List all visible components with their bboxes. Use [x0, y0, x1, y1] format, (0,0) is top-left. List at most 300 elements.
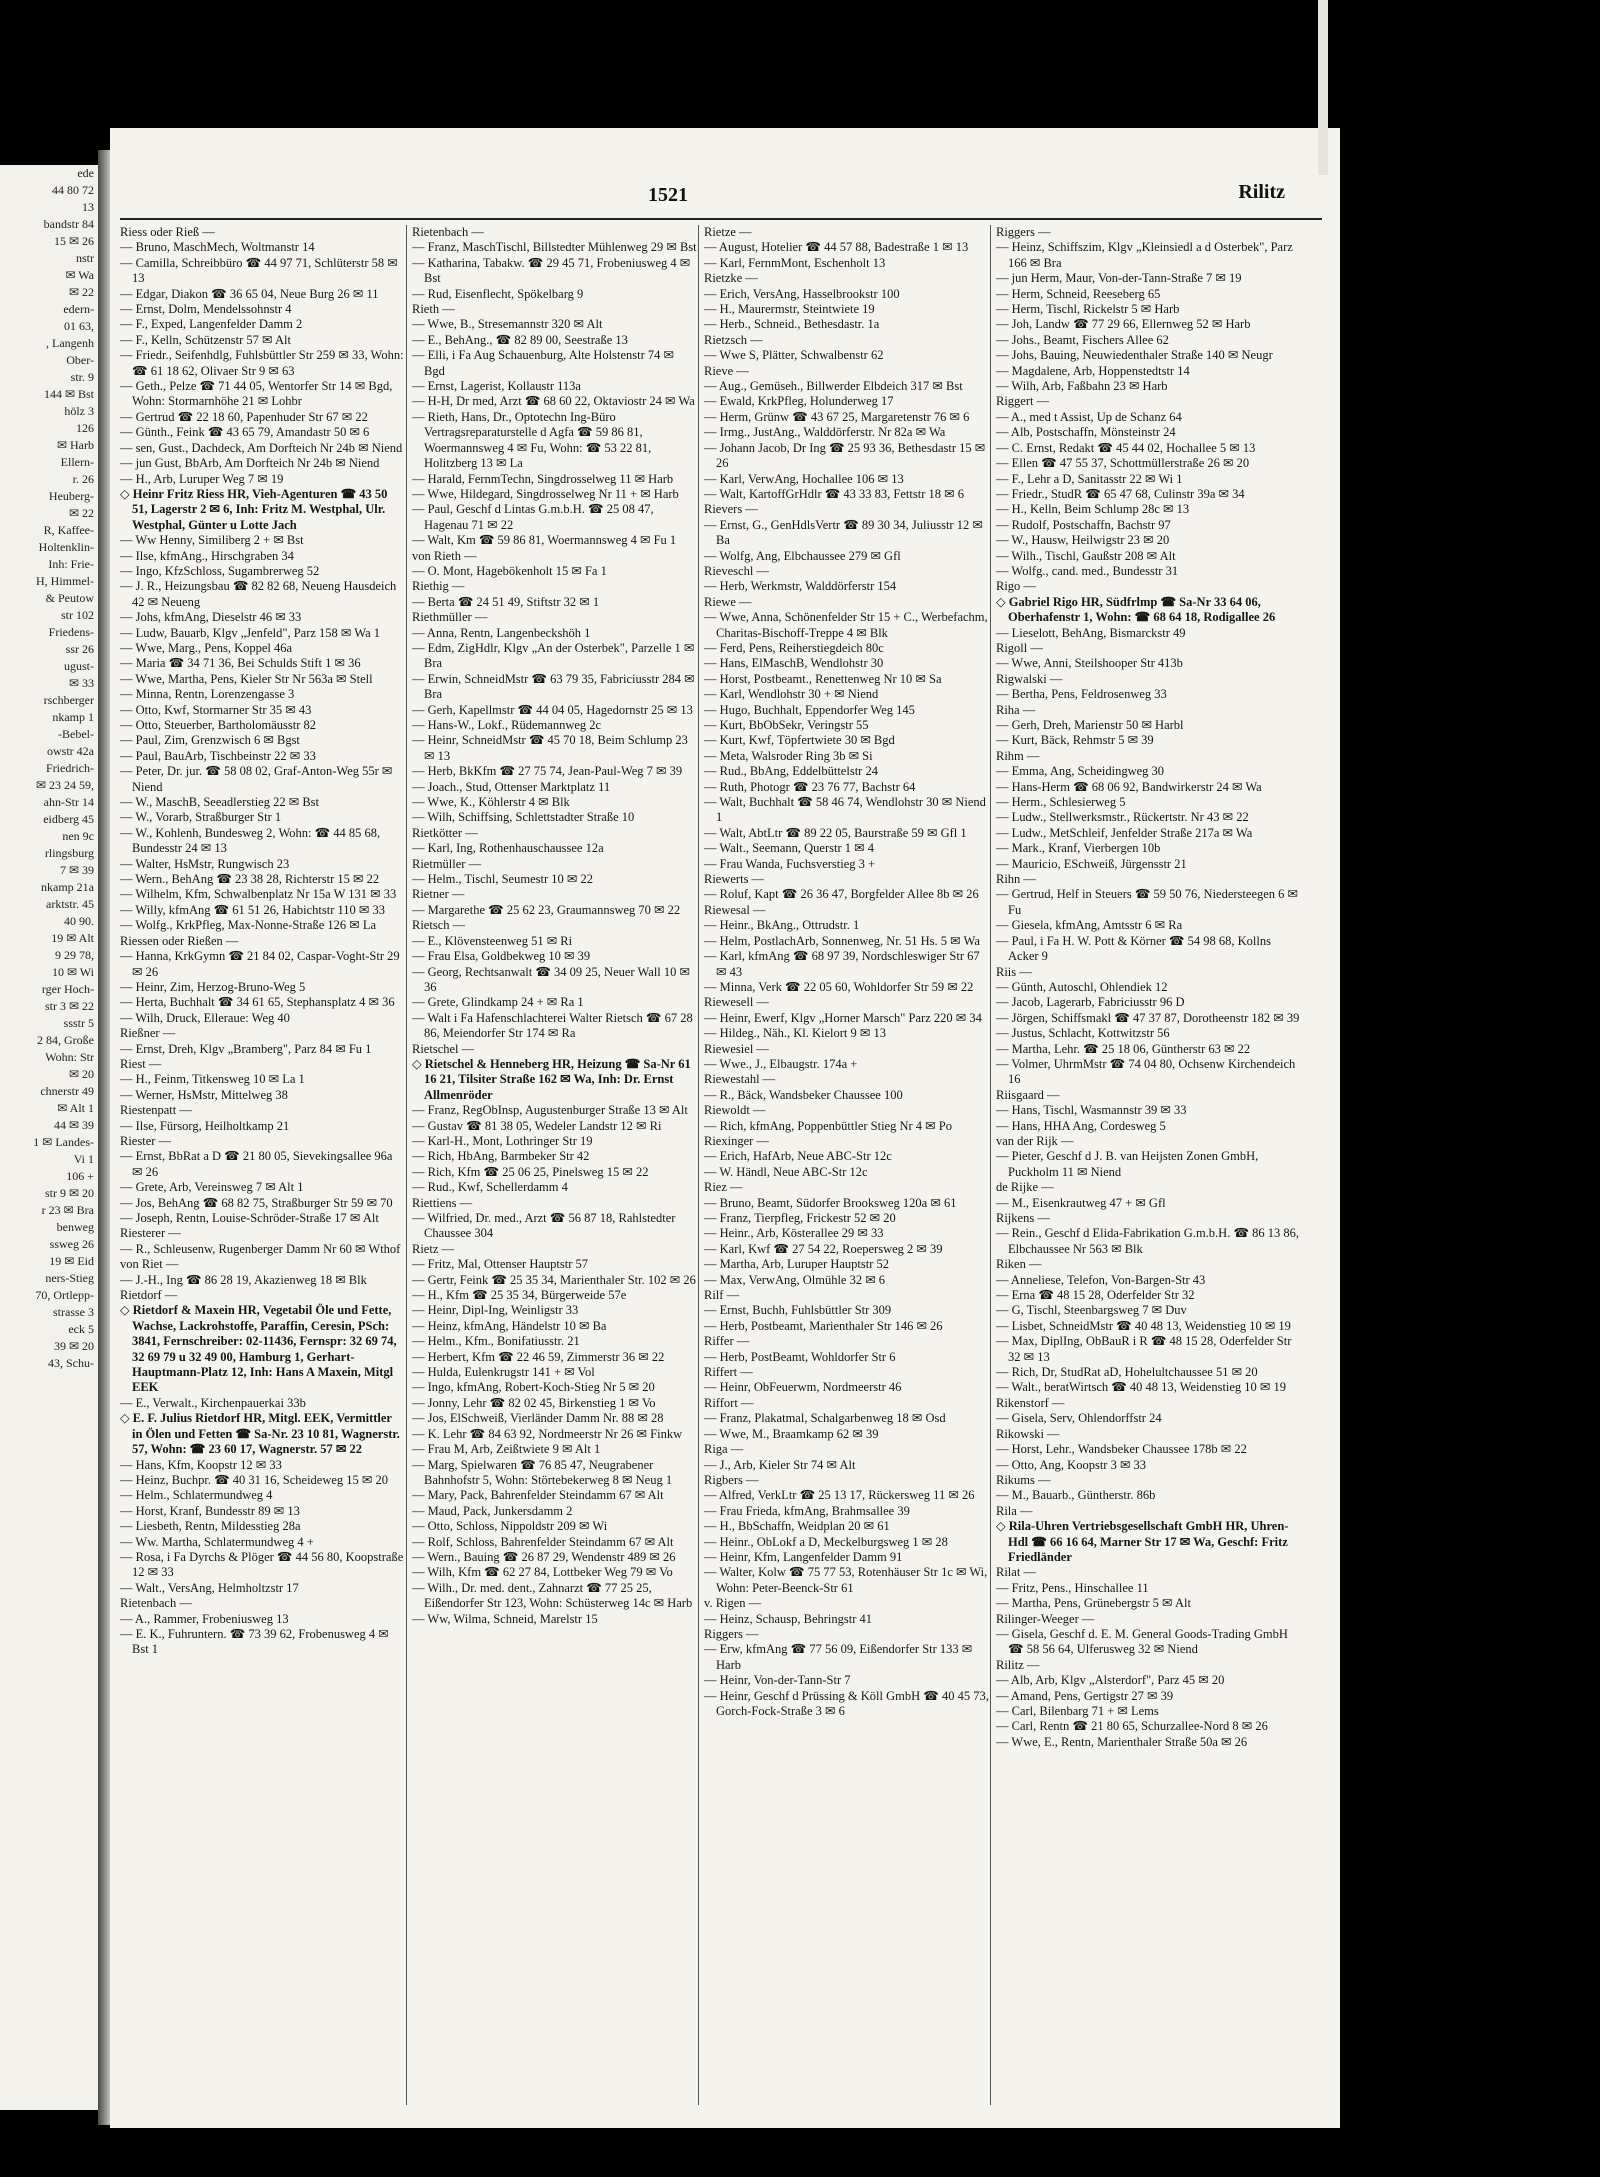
directory-entry: — Frau M, Arb, Zeißtwiete 9 ✉ Alt 1	[412, 1442, 601, 1457]
directory-entry: — Johann Jacob, Dr Ing ☎ 25 93 36, Bethesdastr 15 ✉ 26	[704, 440, 986, 471]
directory-entry: — Bruno, Beamt, Südorfer Brooksweg 120a ✉ 61	[704, 1195, 957, 1210]
surname-heading: Riexinger —	[704, 1133, 769, 1148]
directory-entry: — Jacob, Lagerarb, Fabriciusstr 96 D	[996, 995, 1185, 1010]
surname-heading: de Rijke —	[996, 1180, 1054, 1195]
directory-entry: — Rein., Geschf d Elida-Fabrikation G.m.b.H. ☎ 86 13 86, Elbchaussee Nr 563 ✉ Blk	[996, 1226, 1300, 1256]
directory-entry: — Carl, Rentn ☎ 21 80 65, Schurzallee-Nord 8 ✉ 26	[996, 1719, 1268, 1734]
directory-entry: — Franz, Plakatmal, Schalgarbenweg 18 ✉ Osd	[704, 1411, 946, 1426]
surname-heading: Riesterer —	[120, 1226, 181, 1241]
directory-entry: — Walt., Seemann, Querstr 1 ✉ 4	[704, 841, 874, 856]
directory-entry: — Otto, Schloss, Nippoldstr 209 ✉ Wi	[412, 1519, 608, 1534]
adjacent-page-fragment: 19 ✉ Alt	[51, 931, 94, 945]
directory-entry: — Hanna, KrkGymn ☎ 21 84 02, Caspar-Voght-Str 29 ✉ 26	[120, 949, 400, 979]
directory-entry: — Ludw., Stellwerksmstr., Rückertstr. Nr 43 ✉ 22	[996, 810, 1249, 825]
directory-entry: — Magdalene, Arb, Hoppenstedtstr 14	[996, 363, 1190, 378]
directory-entry: — Rolf, Schloss, Bahrenfelder Steindamm 67 ✉ Alt	[412, 1534, 674, 1549]
directory-entry: — Alb, Postschaffn, Mönsteinstr 24	[996, 425, 1176, 440]
directory-entry: — Roluf, Kapt ☎ 26 36 47, Borgfelder Allee 8b ✉ 26	[704, 887, 979, 902]
directory-entry: — Franz, MaschTischl, Billstedter Mühlenweg 29 ✉ Bst	[412, 240, 697, 255]
adjacent-page-fragment: H, Himmel-	[36, 574, 94, 588]
directory-entry: — Amand, Pens, Gertigstr 27 ✉ 39	[996, 1688, 1174, 1703]
directory-entry: — Herm, Grünw ☎ 43 67 25, Margaretenstr 76 ✉ 6	[704, 409, 970, 424]
surname-heading: Rilinger-Weeger —	[996, 1611, 1095, 1626]
directory-entry: — Wilfried, Dr. med., Arzt ☎ 56 87 18, Rahlstedter Chaussee 304	[412, 1211, 676, 1241]
directory-entry: — Jos, ElSchweiß, Vierländer Damm Nr. 88 ✉ 28	[412, 1411, 664, 1426]
directory-entry: — sen, Gust., Dachdeck, Am Dorfteich Nr 24b ✉ Niend	[120, 440, 403, 455]
directory-entry: — Hildeg., Näh., Kl. Kielort 9 ✉ 13	[704, 1026, 886, 1041]
directory-entry: — Johs, Bauing, Neuwiedenthaler Straße 140 ✉ Neugr	[996, 348, 1273, 363]
directory-entry: — Joseph, Rentn, Louise-Schröder-Straße 17 ✉ Alt	[120, 1211, 379, 1225]
surname-heading: Rieveschl —	[704, 563, 769, 578]
directory-entry: — Mary, Pack, Bahrenfelder Steindamm 67 ✉ Alt	[412, 1488, 664, 1503]
directory-entry: — Ernst, Buchh, Fuhlsbüttler Str 309	[704, 1303, 892, 1318]
adjacent-page-fragment: r. 26	[72, 472, 94, 486]
directory-entry: — Maria ☎ 34 71 36, Bei Schulds Stift 1 ✉ 36	[120, 656, 361, 671]
directory-entry: — Frau Wanda, Fuchsverstieg 3 +	[704, 856, 876, 871]
surname-heading: Riewerts —	[704, 872, 765, 887]
adjacent-page-fragment: ede	[77, 166, 94, 180]
surname-heading: Riethig —	[412, 579, 465, 594]
surname-heading: Riettiens —	[412, 1195, 473, 1210]
directory-entry: — Karl-H., Mont, Lothringer Str 19	[412, 1133, 593, 1148]
directory-entry: — Wilh., Dr. med. dent., Zahnarzt ☎ 77 25 25, Eißendorfer Str 123, Wohn: Schüsterweg 14c ✉ Harb	[412, 1580, 693, 1611]
directory-entry: — Heinr, Kfm, Langenfelder Damm 91	[704, 1549, 903, 1564]
directory-entry: — Joach., Stud, Ottenser Marktplatz 11	[412, 779, 611, 794]
surname-heading: Riffert —	[704, 1365, 753, 1380]
adjacent-page-fragment: 19 ✉ Eid	[49, 1254, 94, 1268]
directory-entry: — Herbert, Kfm ☎ 22 46 59, Zimmerstr 36 ✉ 22	[412, 1349, 665, 1364]
directory-entry: — J., Arb, Kieler Str 74 ✉ Alt	[704, 1457, 856, 1472]
surname-heading: von Rieth —	[412, 548, 477, 563]
column-3	[704, 225, 989, 2105]
directory-entry: — Meta, Walsroder Ring 3b ✉ Si	[704, 748, 873, 763]
surname-heading: Riestenpatt —	[120, 1103, 192, 1118]
surname-heading: Riewesal —	[704, 902, 766, 917]
directory-entry: — Wwe S, Plätter, Schwalbenstr 62	[704, 348, 884, 363]
directory-entry: — Gerh, Dreh, Marienstr 50 ✉ Harbl	[996, 718, 1184, 732]
directory-entry: — Herm., Schlesierweg 5	[996, 795, 1126, 810]
adjacent-page-fragment: eidberg 45	[43, 812, 94, 826]
directory-entry: — Erich, HafArb, Neue ABC-Str 12c	[704, 1149, 892, 1164]
adjacent-page-fragment: Friedens-	[48, 625, 94, 639]
surname-heading: Rikenstorf —	[996, 1395, 1065, 1410]
directory-entry: — Wilh, Arb, Faßbahn 23 ✉ Harb	[996, 379, 1168, 394]
directory-entry: — Ferd, Pens, Reiherstiegdeich 80c	[704, 640, 884, 655]
surname-heading: Rieth —	[412, 302, 455, 317]
adjacent-page-fragment: hölz 3	[64, 404, 94, 418]
directory-entry: — jun Gust, BbArb, Am Dorfteich Nr 24b ✉ Niend	[120, 456, 380, 471]
directory-entry: — Helm., Schlatermundweg 4	[120, 1488, 273, 1503]
surname-heading: Rihn —	[996, 872, 1036, 887]
directory-entry: — Wwe, Marg., Pens, Koppel 46a	[120, 640, 293, 655]
directory-entry: — Carl, Bilenbarg 71 + ✉ Lems	[996, 1704, 1159, 1718]
adjacent-page-fragment: 106 +	[66, 1169, 94, 1183]
directory-entry: — Wwe, Anni, Steilshooper Str 413b	[996, 656, 1183, 671]
directory-entry: — Ernst, G., GenHdlsVertr ☎ 89 30 34, Juliusstr 12 ✉ Ba	[704, 517, 983, 548]
directory-entry: ◇ Rietschel & Henneberg HR, Heizung ☎ Sa-Nr 61 16 21, Tilsiter Straße 162 ✉ Wa, Inh: Dr. Ernst Allmenröder	[412, 1056, 691, 1102]
adjacent-page-fragment: ssstr 5	[63, 1016, 94, 1030]
directory-entry: — Walt, KartoffGrHdlr ☎ 43 33 83, Fettstr 18 ✉ 6	[704, 486, 964, 501]
scan-background	[1340, 0, 1600, 2177]
adjacent-page-fragment: 10 ✉ Wi	[51, 965, 94, 979]
directory-entry: — Minna, Rentn, Lorenzengasse 3	[120, 687, 295, 702]
directory-entry: — Walt., beratWirtsch ☎ 40 48 13, Weidenstieg 10 ✉ 19	[996, 1380, 1287, 1395]
directory-entry: — Margarethe ☎ 25 62 23, Graumannsweg 70 ✉ 22	[412, 902, 681, 917]
directory-entry: — Ilse, Fürsorg, Heilholtkamp 21	[120, 1118, 290, 1133]
adjacent-page-fragment: nkamp 1	[52, 710, 94, 724]
adjacent-page-fragment: 39 ✉ 20	[53, 1339, 94, 1353]
adjacent-page-fragment: ✉ Alt 1	[57, 1101, 94, 1115]
adjacent-page-fragment: str. 9	[70, 370, 94, 384]
directory-entry: — Anna, Rentn, Langenbeckshöh 1	[412, 625, 591, 640]
surname-heading: Rilitz —	[996, 1657, 1040, 1672]
directory-entry: — Wwe., J., Elbaugstr. 174a +	[704, 1056, 858, 1071]
directory-entry: — Heinr, Ewerf, Klgv „Horner Marsch" Parz 220 ✉ 34	[704, 1010, 982, 1025]
header-rule	[120, 218, 1322, 220]
directory-entry: — Heinr., Arb, Kösterallee 29 ✉ 33	[704, 1226, 884, 1241]
directory-entry: — R., Schleusenw, Rugenberger Damm Nr 60 ✉ Wthof	[120, 1241, 401, 1256]
directory-entry: — Justus, Schlacht, Kottwitzstr 56	[996, 1026, 1170, 1041]
directory-entry: ◇ Rietdorf & Maxein HR, Vegetabil Öle und Fette, Wachse, Lackrohstoffe, Paraffin, Ceresin, PSch: 3841, Fernschreiber: 02-11436, Fernspr: 32 69 74, 32 69 79 u 32 49 00, Hamburg 1, Gerhart-Hauptmann-Platz 12, Inh: Hans A Maxein, Mitgl EEK	[120, 1303, 397, 1395]
directory-entry: — Karl, Wendlohstr 30 + ✉ Niend	[704, 687, 879, 702]
adjacent-page-fragment: 44 ✉ 39	[53, 1118, 94, 1132]
adjacent-page-fragment: nkamp 21a	[41, 880, 94, 894]
adjacent-page-fragment: r 23 ✉ Bra	[41, 1203, 94, 1217]
surname-heading: Rikums —	[996, 1472, 1051, 1487]
directory-entry: — Wilh., Tischl, Gaußstr 208 ✉ Alt	[996, 548, 1176, 563]
directory-entry: — Rich, Dr, StudRat aD, Hohelultchaussee 51 ✉ 20	[996, 1365, 1258, 1380]
adjacent-page-fragment: 9 29 78,	[55, 948, 94, 962]
directory-entry: — Wilhelm, Kfm, Schwalbenplatz Nr 15a W 131 ✉ 33	[120, 887, 397, 902]
directory-entry: — Ludw., MetSchleif, Jenfelder Straße 217a ✉ Wa	[996, 825, 1253, 840]
surname-heading: Riewoldt —	[704, 1103, 766, 1118]
directory-entry: — Frau Frieda, kfmAng, Brahmsallee 39	[704, 1503, 910, 1518]
adjacent-page-fragment: ugust-	[64, 659, 94, 673]
surname-heading: Rigbers —	[704, 1472, 759, 1487]
directory-entry: — Mauricio, ESchweiß, Jürgensstr 21	[996, 856, 1187, 871]
directory-entry: — Gertrud, Helf in Steuers ☎ 59 50 76, Niedersteegen 6 ✉ Fu	[996, 887, 1299, 917]
directory-entry: — Martha, Pens, Grünebergstr 5 ✉ Alt	[996, 1596, 1191, 1611]
surname-heading: von Riet —	[120, 1257, 179, 1272]
directory-entry: — Hans, HHA Ang, Cordesweg 5	[996, 1118, 1166, 1133]
directory-entry: — Grete, Glindkamp 24 + ✉ Ra 1	[412, 995, 584, 1010]
directory-entry: — Rud, Eisenflecht, Spökelbarg 9	[412, 286, 584, 301]
directory-entry: — Heinr, Von-der-Tann-Str 7	[704, 1673, 851, 1688]
adjacent-page-fragment: ✉ 20	[68, 1067, 94, 1081]
directory-entry: — H., Feinm, Titkensweg 10 ✉ La 1	[120, 1072, 305, 1087]
surname-heading: Rietzke —	[704, 271, 758, 286]
directory-entry: — M., Eisenkrautweg 47 + ✉ Gfl	[996, 1195, 1166, 1210]
directory-entry: — Hans, Kfm, Koopstr 12 ✉ 33	[120, 1457, 282, 1472]
adjacent-page-fragment: ✉ Harb	[56, 438, 94, 452]
directory-entry: — R., Bäck, Wandsbeker Chaussee 100	[704, 1087, 903, 1102]
surname-heading: Rijkens —	[996, 1211, 1050, 1225]
directory-entry: — Bertha, Pens, Feldrosenweg 33	[996, 687, 1167, 702]
directory-entry: — F., Exped, Langenfelder Damm 2	[120, 317, 303, 332]
directory-entry: — Heinz, Buchpr. ☎ 40 31 16, Scheideweg 15 ✉ 20	[120, 1472, 389, 1487]
directory-entry: — Kurt, Bäck, Rehmstr 5 ✉ 39	[996, 733, 1154, 748]
directory-entry: — Hans, ElMaschB, Wendlohstr 30	[704, 656, 884, 671]
surname-heading: Riewe —	[704, 594, 752, 609]
page-number: 1521	[648, 184, 688, 206]
directory-entry: — Heinr, SchneidMstr ☎ 45 70 18, Beim Schlump 23 ✉ 13	[412, 733, 688, 763]
directory-entry: — A., med t Assist, Up de Schanz 64	[996, 409, 1182, 424]
directory-entry: — Gisela, Serv, Ohlendorffstr 24	[996, 1411, 1162, 1426]
directory-entry: — Ingo, kfmAng, Robert-Koch-Stieg Nr 5 ✉ 20	[412, 1380, 655, 1395]
directory-entry: — Wolfg, Ang, Elbchaussee 279 ✉ Gfl	[704, 548, 901, 563]
directory-entry: — Paul, Zim, Grenzwisch 6 ✉ Bgst	[120, 733, 300, 748]
directory-entry: — Rich, Kfm ☎ 25 06 25, Pinelsweg 15 ✉ 22	[412, 1164, 649, 1179]
directory-entry: — Ernst, BbRat a D ☎ 21 80 05, Sievekingsallee 96a ✉ 26	[120, 1149, 393, 1179]
directory-entry: — J. R., Heizungsbau ☎ 82 82 68, Neueng Hausdeich 42 ✉ Neueng	[120, 579, 397, 609]
directory-entry: — Heinr., BkAng., Ottrudstr. 1	[704, 918, 860, 933]
directory-entry: — Irmg., JustAng., Walddörferstr. Nr 82a ✉ Wa	[704, 425, 946, 440]
adjacent-page-fragment: ners-Stieg	[45, 1271, 94, 1285]
surname-heading: Rilf —	[704, 1288, 740, 1303]
directory-entry: — Fritz, Pens., Hinschallee 11	[996, 1580, 1149, 1595]
directory-entry: — Rosa, i Fa Dyrchs & Plöger ☎ 44 56 80, Koopstraße 12 ✉ 33	[120, 1549, 404, 1580]
directory-entry: — Georg, Rechtsanwalt ☎ 34 09 25, Neuer Wall 10 ✉ 36	[412, 964, 690, 994]
directory-entry: — M., Bauarb., Güntherstr. 86b	[996, 1488, 1156, 1503]
directory-entry: — Martha, Lehr. ☎ 25 18 06, Güntherstr 63 ✉ 22	[996, 1041, 1251, 1056]
adjacent-page-fragment: nstr	[76, 251, 94, 265]
directory-entry: — Rieth, Hans, Dr., Optotechn Ing-Büro Vertragsreparaturstelle d Agfa ☎ 59 86 81, Woermannsweg 4 ✉ Fu, Wohn: ☎ 53 22 81, Holitzberg 13 ✉ La	[412, 409, 652, 471]
surname-heading: Riewesell —	[704, 995, 769, 1010]
directory-entry: — Elli, i Fa Aug Schauenburg, Alte Holstenstr 74 ✉ Bgd	[412, 348, 674, 378]
directory-entry: — Harald, FernmTechn, Singdrosselweg 11 ✉ Harb	[412, 471, 674, 486]
directory-entry: — Walt, Buchhalt ☎ 58 46 74, Wendlohstr 30 ✉ Niend 1	[704, 795, 986, 825]
surname-heading: van der Rijk —	[996, 1133, 1074, 1148]
surname-heading: Rietkötter —	[412, 825, 478, 840]
directory-entry: — Friedr., StudR ☎ 65 47 68, Culinstr 39a ✉ 34	[996, 486, 1245, 501]
directory-entry: — Ruth, Photogr ☎ 23 76 77, Bachstr 64	[704, 779, 916, 794]
directory-entry: — F., Lehr a D, Sanitasstr 22 ✉ Wi 1	[996, 471, 1183, 486]
column-divider	[698, 225, 699, 2105]
directory-entry: — Herb., Schneid., Bethesdastr. 1a	[704, 317, 880, 332]
directory-entry: — W., Vorarb, Straßburger Str 1	[120, 810, 282, 825]
directory-entry: — Rich, HbAng, Barmbeker Str 42	[412, 1149, 590, 1164]
surname-heading: Riester —	[120, 1133, 172, 1148]
directory-entry: — Jonny, Lehr ☎ 82 02 45, Birkenstieg 1 ✉ Vo	[412, 1395, 656, 1410]
adjacent-page-fragment: ✉ 23 24 59,	[35, 778, 94, 792]
surname-heading: Rievers —	[704, 502, 758, 517]
directory-entry: — Joh, Landw ☎ 77 29 66, Ellernweg 52 ✉ Harb	[996, 317, 1251, 332]
directory-entry: — Ww, Wilma, Schneid, Marelstr 15	[412, 1611, 598, 1626]
directory-entry: — Wern., Bauing ☎ 26 87 29, Wendenstr 489 ✉ 26	[412, 1549, 676, 1564]
surname-heading: Riggers —	[996, 225, 1051, 239]
directory-entry: — H., Maurermstr, Steintwiete 19	[704, 302, 875, 317]
adjacent-page-fragment: 13	[82, 200, 94, 214]
directory-entry: — Günth, Autoschl, Ohlendiek 12	[996, 979, 1168, 994]
directory-entry: — Wolfg., KrkPfleg, Max-Nonne-Straße 126 ✉ La	[120, 918, 377, 933]
directory-entry: — Mark., Kranf, Vierbergen 10b	[996, 841, 1161, 856]
adjacent-page-fragment: str 9 ✉ 20	[44, 1186, 94, 1200]
adjacent-page-fragment: Heuberg-	[48, 489, 94, 503]
directory-entry: — Giesela, kfmAng, Amtsstr 6 ✉ Ra	[996, 918, 1183, 933]
adjacent-page-fragment: 2 84, Große	[37, 1033, 94, 1047]
adjacent-page-fragment: owstr 42a	[47, 744, 94, 758]
directory-entry: — Franz, RegObInsp, Augustenburger Straße 13 ✉ Alt	[412, 1103, 688, 1118]
adjacent-page-fragment: ssr 26	[65, 642, 94, 656]
adjacent-page-fragment: ✉ 22	[68, 285, 94, 299]
directory-entry: — Gustav ☎ 81 38 05, Wedeler Landstr 12 ✉ Ri	[412, 1118, 662, 1133]
directory-entry: — Heinr., ObLokf a D, Meckelburgsweg 1 ✉ 28	[704, 1534, 948, 1549]
directory-entry: — Herb, Postbeamt, Marienthaler Str 146 ✉ 26	[704, 1318, 943, 1333]
directory-entry: — Alb, Arb, Klgv „Alsterdorf", Parz 45 ✉ 20	[996, 1673, 1225, 1688]
adjacent-page-fragment: str 102	[61, 608, 94, 622]
directory-entry: — Heinz, kfmAng, Händelstr 10 ✉ Ba	[412, 1318, 607, 1333]
surname-heading: Riewesiel —	[704, 1041, 769, 1056]
directory-entry: — Herm, Tischl, Rickelstr 5 ✉ Harb	[996, 302, 1180, 317]
surname-heading: Rietzsch —	[704, 332, 763, 347]
column-2	[412, 225, 697, 2105]
directory-entry: — Paul, Geschf d Lintas G.m.b.H. ☎ 25 08 47, Hagenau 71 ✉ 22	[412, 502, 654, 532]
directory-entry: — H., Arb, Luruper Weg 7 ✉ 19	[120, 471, 284, 486]
surname-heading: Rießner —	[120, 1026, 176, 1041]
adjacent-page-fragment: 1 ✉ Landes-	[33, 1135, 94, 1149]
directory-entry: — Karl, Kwf ☎ 27 54 22, Roepersweg 2 ✉ 39	[704, 1241, 943, 1256]
adjacent-page-fragment: Vi 1	[73, 1152, 94, 1166]
column-divider	[406, 225, 407, 2105]
directory-entry: — Walter, HsMstr, Rungwisch 23	[120, 856, 290, 871]
directory-entry: — Wern., BehAng ☎ 23 38 28, Richterstr 15 ✉ 22	[120, 872, 380, 887]
directory-entry: — jun Herm, Maur, Von-der-Tann-Straße 7 ✉ 19	[996, 271, 1242, 286]
surname-heading: Rietschel —	[412, 1041, 475, 1056]
adjacent-page-fragment: Friedrich-	[46, 761, 94, 775]
directory-entry: — Wwe, Hildegard, Singdrosselweg Nr 11 + ✉ Harb	[412, 486, 679, 501]
directory-entry: — Peter, Dr. jur. ☎ 58 08 02, Graf-Anton-Weg 55r ✉ Niend	[120, 764, 393, 794]
surname-heading: Riken —	[996, 1257, 1042, 1272]
directory-entry: — Karl, FernmMont, Eschenholt 13	[704, 255, 886, 270]
directory-entry: — Bruno, MaschMech, Woltmanstr 14	[120, 240, 315, 255]
adjacent-page-fragment: ✉ 33	[68, 676, 94, 690]
directory-entry: — Emma, Ang, Scheidingweg 30	[996, 764, 1165, 779]
surname-heading: Riethmüller —	[412, 610, 488, 625]
directory-entry: — Walt, AbtLtr ☎ 89 22 05, Baurstraße 59 ✉ Gfl 1	[704, 825, 967, 840]
surname-heading: Riisgaard —	[996, 1087, 1060, 1102]
directory-entry: — Werner, HsMstr, Mittelweg 38	[120, 1087, 288, 1102]
directory-entry: — E. K., Fuhruntern. ☎ 73 39 62, Frobenusweg 4 ✉ Bst 1	[120, 1626, 389, 1657]
adjacent-page-fragment: Ellern-	[60, 455, 94, 469]
directory-entry: ◇ Rila-Uhren Vertriebsgesellschaft GmbH HR, Uhren-Hdl ☎ 66 16 64, Marner Str 17 ✉ Wa, Geschf: Fritz Friedländer	[996, 1519, 1289, 1564]
directory-entry: — Lieselott, BehAng, Bismarckstr 49	[996, 625, 1186, 640]
directory-entry: — Wwe, B., Stresemannstr 320 ✉ Alt	[412, 317, 603, 332]
directory-entry: — Berta ☎ 24 51 49, Stiftstr 32 ✉ 1	[412, 594, 600, 609]
directory-entry: — Minna, Verk ☎ 22 05 60, Wohldorfer Str 59 ✉ 22	[704, 979, 974, 994]
surname-heading: Rietner —	[412, 887, 465, 902]
directory-entry: — Erw, kfmAng ☎ 77 56 09, Eißendorfer Str 133 ✉ Harb	[704, 1642, 973, 1672]
directory-entry: — Pieter, Geschf d J. B. van Heijsten Zonen GmbH, Puckholm 11 ✉ Niend	[996, 1149, 1259, 1179]
directory-entry: — W., Kohlenh, Bundesweg 2, Wohn: ☎ 44 85 68, Bundesstr 24 ✉ 13	[120, 825, 381, 856]
directory-entry: — Kurt, Kwf, Töpfertwiete 30 ✉ Bgd	[704, 733, 895, 748]
adjacent-page-fragment: 126	[76, 421, 94, 435]
directory-entry: — W. Händl, Neue ABC-Str 12c	[704, 1164, 868, 1179]
directory-entry: — Wolfg., cand. med., Bundesstr 31	[996, 563, 1179, 578]
surname-heading: Rikowski —	[996, 1426, 1060, 1441]
directory-entry: — Wwe, Anna, Schönenfelder Str 15 + C., Werbefachm, Charitas-Bischoff-Treppe 4 ✉ Blk	[704, 610, 988, 640]
directory-entry: — Wwe, E., Rentn, Marienthaler Straße 50a ✉ 26	[996, 1734, 1248, 1749]
directory-entry: — Jos, BehAng ☎ 68 82 75, Straßburger Str 59 ✉ 70	[120, 1195, 393, 1210]
directory-page	[110, 128, 1340, 2128]
surname-heading: Riha —	[996, 702, 1036, 717]
directory-entry: — Friedr., Seifenhdlg, Fuhlsbüttler Str 259 ✉ 33, Wohn: ☎ 61 18 62, Olivaer Str 9 ✉ 63	[120, 348, 404, 378]
directory-entry: — Otto, Kwf, Stormarner Str 35 ✉ 43	[120, 702, 312, 717]
directory-entry: — Paul, i Fa H. W. Pott & Körner ☎ 54 98 68, Kollns Acker 9	[996, 933, 1271, 964]
adjacent-page-fragment: , Langenh	[46, 336, 94, 350]
directory-entry: — E., BehAng., ☎ 82 89 00, Seestraße 13	[412, 332, 628, 347]
directory-entry: — Horst, Postbeamt., Renettenweg Nr 10 ✉ Sa	[704, 671, 942, 686]
surname-heading: Riewestahl —	[704, 1072, 776, 1087]
directory-entry: — A., Rammer, Frobeniusweg 13	[120, 1611, 289, 1626]
adjacent-page-fragment: chnerstr 49	[40, 1084, 94, 1098]
directory-entry: — Gisela, Geschf d. E. M. General Goods-Trading GmbH ☎ 58 56 64, Ulferusweg 32 ✉ Niend	[996, 1626, 1288, 1657]
directory-entry: — Paul, BauArb, Tischbeinstr 22 ✉ 33	[120, 748, 316, 763]
directory-entry: — Erich, VersAng, Hasselbrookstr 100	[704, 286, 900, 301]
surname-heading: Rieve —	[704, 363, 749, 378]
directory-entry: — Martha, Arb, Luruper Hauptstr 52	[704, 1257, 890, 1272]
directory-entry: — Ernst, Dreh, Klgv „Bramberg", Parz 84 ✉ Fu 1	[120, 1041, 372, 1056]
directory-entry: — Heinr, Geschf d Prüssing & Köll GmbH ☎ 40 45 73, Gorch-Fock-Straße 3 ✉ 6	[704, 1688, 989, 1718]
directory-entry: — Wilh, Schiffsing, Schlettstadter Straße 10	[412, 810, 635, 825]
adjacent-page-fragment: rschberger	[43, 693, 94, 707]
directory-entry: — W., MaschB, Seeadlerstieg 22 ✉ Bst	[120, 795, 319, 810]
directory-entry: — Maud, Pack, Junkersdamm 2	[412, 1503, 573, 1518]
directory-entry: — Lisbet, SchneidMstr ☎ 40 48 13, Weidenstieg 10 ✉ 19	[996, 1318, 1291, 1333]
directory-entry: ◇ Gabriel Rigo HR, Südfrlmp ☎ Sa-Nr 33 64 06, Oberhafenstr 1, Wohn: ☎ 68 64 18, Rodigallee 26	[996, 594, 1276, 625]
directory-entry: — G, Tischl, Steenbargsweg 7 ✉ Duv	[996, 1303, 1187, 1318]
adjacent-page-fragment: 01 63,	[64, 319, 94, 333]
adjacent-page-fragment: Ober-	[66, 353, 94, 367]
directory-entry: — J.-H., Ing ☎ 86 28 19, Akazienweg 18 ✉ Blk	[120, 1272, 367, 1287]
adjacent-page-fragment: rger Hoch-	[41, 982, 94, 996]
directory-entry: — Hans, Tischl, Wasmannstr 39 ✉ 33	[996, 1103, 1187, 1118]
directory-entry: — Fritz, Mal, Ottenser Hauptstr 57	[412, 1257, 589, 1272]
surname-heading: Rietze —	[704, 225, 752, 239]
directory-entry: — Ewald, KrkPfleg, Holunderweg 17	[704, 394, 894, 409]
directory-entry: — Ernst, Lagerist, Kollaustr 113a	[412, 379, 581, 394]
directory-entry: — Kurt, BbObSekr, Veringstr 55	[704, 718, 869, 732]
directory-entry: — Aug., Gemüseh., Billwerder Elbdeich 317 ✉ Bst	[704, 379, 963, 394]
directory-entry: — E., Klövensteenweg 51 ✉ Ri	[412, 933, 573, 948]
surname-heading: Rigo —	[996, 579, 1036, 594]
directory-entry: — Edgar, Diakon ☎ 36 65 04, Neue Burg 26 ✉ 11	[120, 286, 379, 301]
directory-entry: — Helm, PostlachArb, Sonnenweg, Nr. 51 Hs. 5 ✉ Wa	[704, 933, 980, 948]
directory-entry: — Ww. Martha, Schlatermundweg 4 +	[120, 1534, 314, 1549]
adjacent-page-fragment: 144 ✉ Bst	[43, 387, 94, 401]
surname-heading: Rila —	[996, 1503, 1033, 1518]
directory-entry: — Walter, Kolw ☎ 75 77 53, Rotenhäuser Str 1c ✉ Wi, Wohn: Peter-Beenck-Str 61	[704, 1565, 988, 1595]
adjacent-page-strip	[0, 165, 98, 2110]
adjacent-page-fragment: ✉ Wa	[65, 268, 94, 282]
surname-heading: Riis —	[996, 964, 1032, 979]
directory-entry: — Erna ☎ 48 15 28, Oderfelder Str 32	[996, 1288, 1195, 1303]
directory-entry: — Max, DiplIng, ObBauR i R ☎ 48 15 28, Oderfelder Str 32 ✉ 13	[996, 1334, 1292, 1364]
directory-entry: — C. Ernst, Redakt ☎ 45 44 02, Hochallee 5 ✉ 13	[996, 440, 1256, 455]
directory-entry: — Ww Henny, Similiberg 2 + ✉ Bst	[120, 533, 304, 548]
directory-entry: — Rudolf, Postschaffn, Bachstr 97	[996, 517, 1171, 532]
directory-entry: — Heinr, Zim, Herzog-Bruno-Weg 5	[120, 979, 306, 994]
surname-heading: Rigwalski —	[996, 671, 1063, 686]
adjacent-page-fragment: arktstr. 45	[46, 897, 94, 911]
directory-entry: — Hulda, Eulenkrugstr 141 + ✉ Vol	[412, 1365, 595, 1380]
directory-entry: — Rich, kfmAng, Poppenbüttler Stieg Nr 4 ✉ Po	[704, 1118, 952, 1133]
surname-heading: Rilat —	[996, 1565, 1036, 1580]
surname-heading: Riffort —	[704, 1395, 754, 1410]
adjacent-page-fragment: ssweg 26	[49, 1237, 94, 1251]
surname-heading: Riez —	[704, 1180, 743, 1195]
directory-entry: — Frau Elsa, Goldbekweg 10 ✉ 39	[412, 949, 591, 964]
surname-heading: Rihm —	[996, 748, 1040, 763]
